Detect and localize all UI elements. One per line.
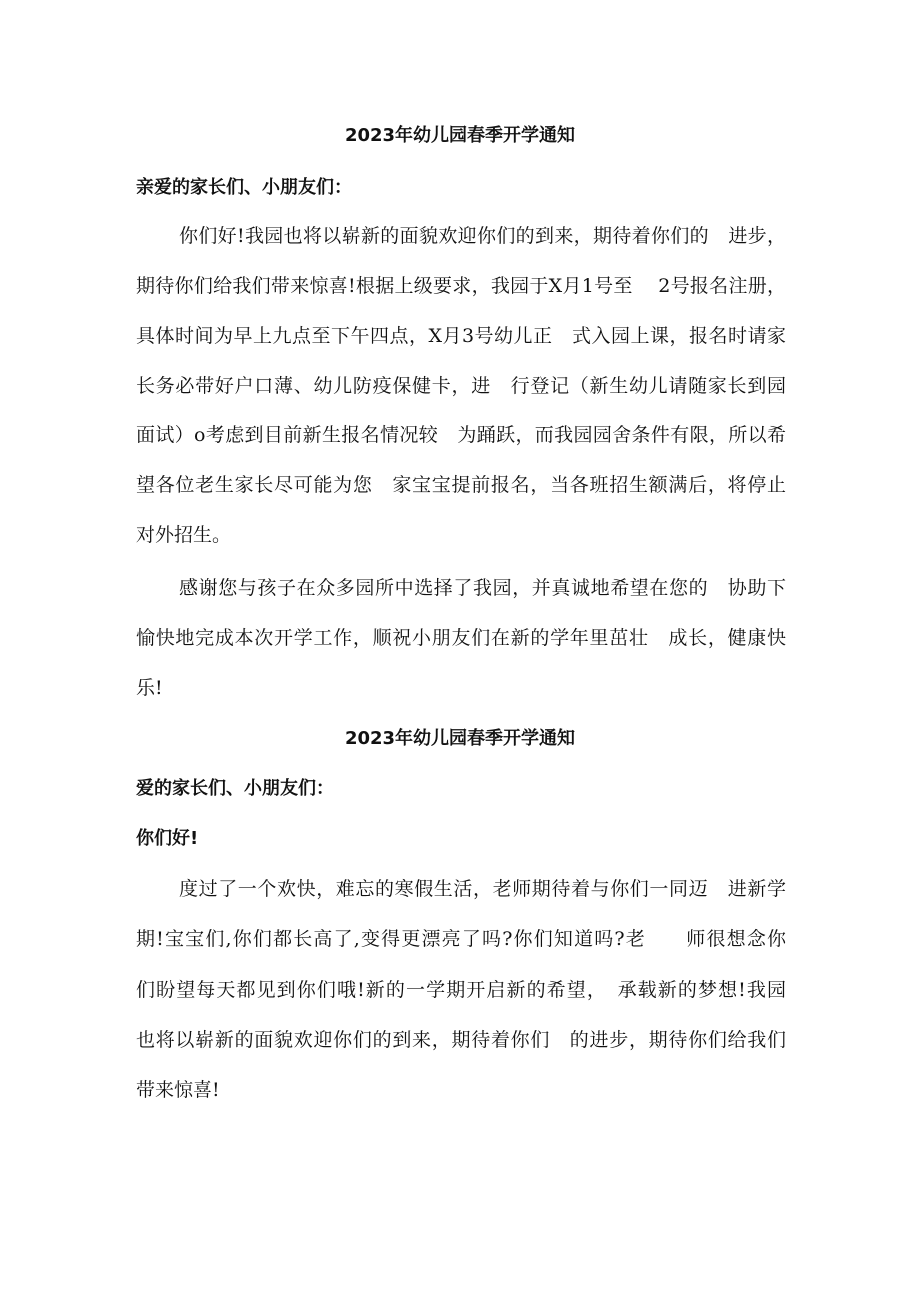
- notice-2-para-1-line: 们盼望每天都见到你们哦!新的一学期开启新的希望， 承载新的梦想!我园: [136, 979, 786, 1001]
- notice-1-para-1-line: 对外招生。: [136, 524, 232, 546]
- notice-1-para-1-line: 你们好!我园也将以崭新的面貌欢迎你们的到来，期待着你们的 进步，: [179, 225, 786, 247]
- notice-2-greeting: 你们好!: [136, 828, 199, 849]
- notice-2-title: 2023年幼儿园春季开学通知: [344, 728, 576, 749]
- notice-1-para-1-line: 望各位老生家长尽可能为您 家宝宝提前报名，当各班招生额满后，将停止: [136, 474, 786, 496]
- notice-1-para-1-line: 长务必带好户口薄、幼儿防疫保健卡，进 行登记（新生幼儿请随家长到园: [136, 375, 786, 397]
- notice-2-salutation: 爱的家长们、小朋友们：: [136, 778, 334, 799]
- notice-1-salutation: 亲爱的家长们、小朋友们：: [136, 177, 352, 198]
- notice-1-para-1-line: 具体时间为早上九点至下午四点，X月3号幼儿正 式入园上课，报名时请家: [136, 325, 786, 347]
- notice-1-para-2-line: 愉快地完成本次开学工作，顺祝小朋友们在新的学年里茁壮 成长，健康快: [136, 627, 786, 649]
- notice-1-para-1-line: 期待你们给我们带来惊喜!根据上级要求，我园于X月1号至 2号报名注册，: [136, 275, 786, 297]
- notice-2-para-1-line: 度过了一个欢快，难忘的寒假生活，老师期待着与你们一同迈 进新学: [179, 878, 786, 900]
- notice-2-para-1-line: 期!宝宝们,你们都长高了,变得更漂亮了吗?你们知道吗?老 师很想念你: [136, 928, 786, 950]
- notice-1-title: 2023年幼儿园春季开学通知: [344, 125, 576, 146]
- notice-1-para-1-line: 面试）o考虑到目前新生报名情况较 为踊跃，而我园园舍条件有限，所以希: [136, 424, 786, 446]
- notice-1-para-2-line: 感谢您与孩子在众多园所中选择了我园，并真诚地希望在您的 协助下: [179, 577, 786, 599]
- notice-2-para-1-line: 带来惊喜!: [136, 1079, 220, 1101]
- notice-1-para-2-line: 乐!: [136, 677, 163, 699]
- notice-2-para-1-line: 也将以崭新的面貌欢迎你们的到来，期待着你们 的进步，期待你们给我们: [136, 1029, 786, 1051]
